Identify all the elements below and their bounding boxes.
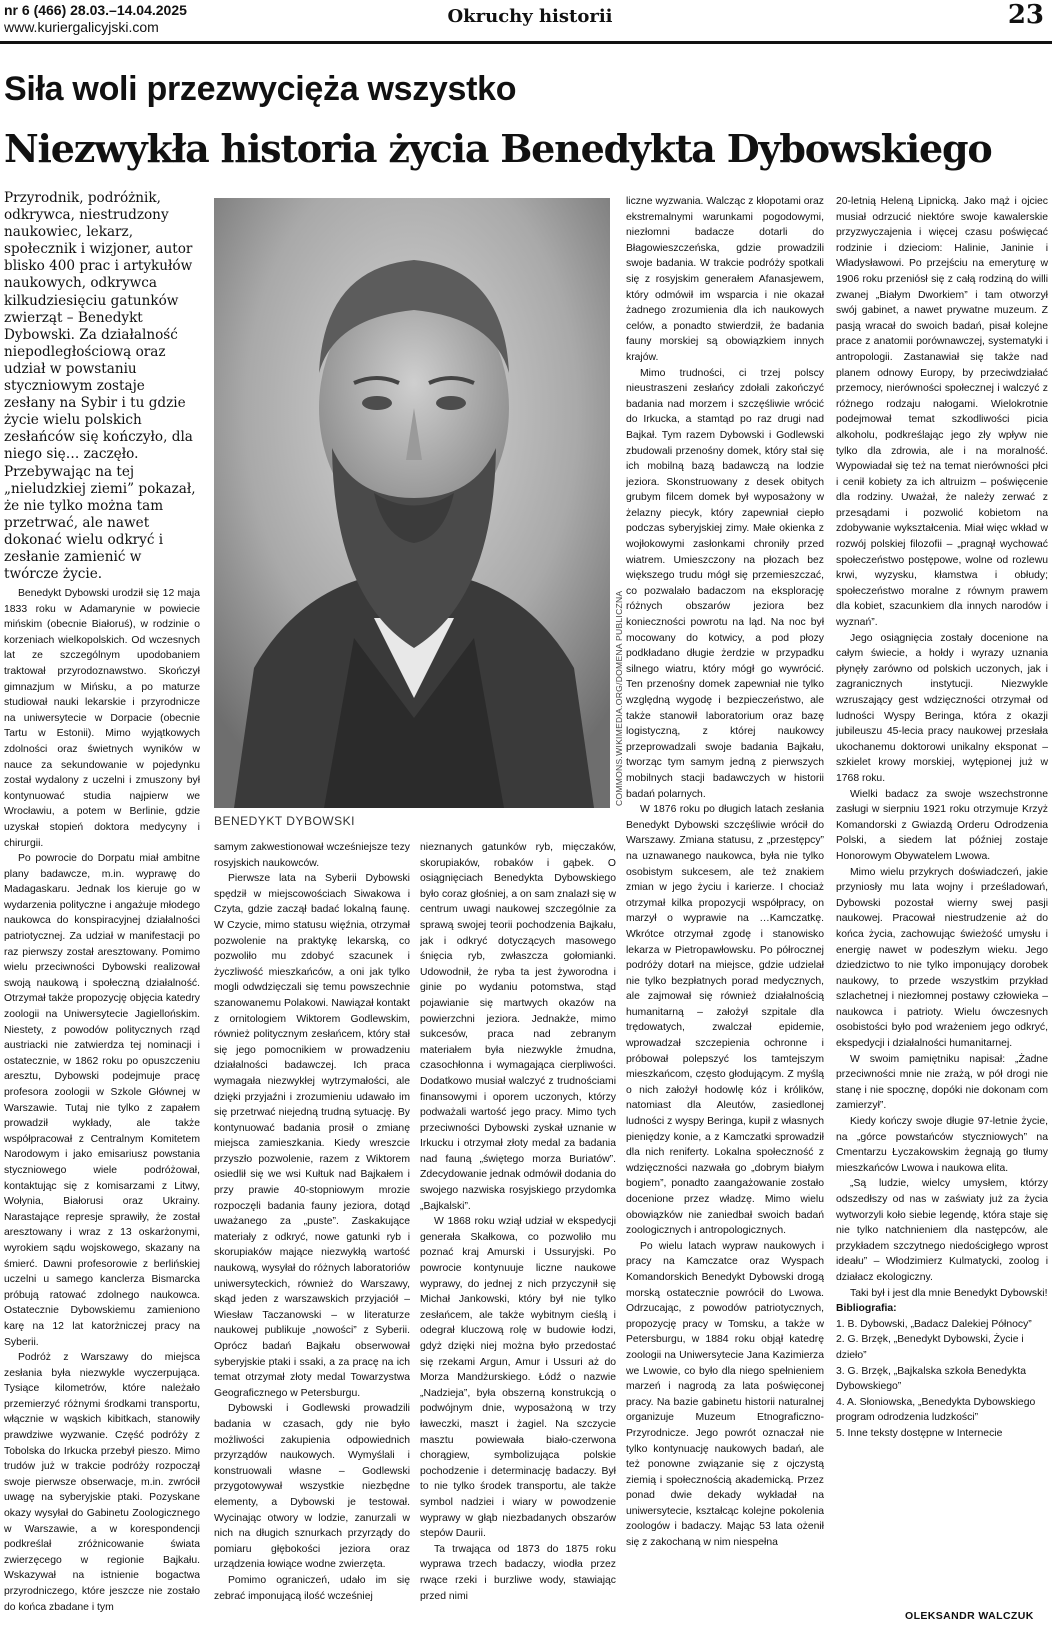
paragraph: W 1868 roku wziął udział w ekspedycji generała Skałkowa, co pozwoliło mu poznać kraj Amurski i Ussuryjski. Po powrocie kontynuuje liczne naukowe wyprawy, do jednej z nich przyczynił się Michał Jankowski, który był nie tylko zesłańcem, ale także wybitnym cieślą i odegrał kluczową rolę w budowie łodzi, gdyż dzięki niej można było przedostać się rzekami Argun, Amur i Ussuri aż do Morza Mandżurskiego. Łódź o nazwie „Nadzieja”, była obszerną konstrukcją o podwójnym dnie, wyposażoną w trzy ławeczki, maszt i żagiel. Na szczycie masztu powiewała biało-czerwona chorągiew, symbolizująca polskie pochodzenie i determinację badaczy. Był to nie tylko środek transportu, ale także symbol nadziei i wiary w powodzenie wyprawy w głąb niezbadanych obszarów stepów Daurii.	[420, 1216, 616, 1540]
paragraph: Pierwsze lata na Syberii Dybowski spędził w miejscowościach Siwakowa i Czyta, gdzie zaczął badać lokalną faunę. W Czycie, mimo statusu więźnia, otrzymał pozwolenie na praktykę lekarską, co pozwoliło mu zdobyć szacunek i życzliwość mieszkańców, a oni jak tylko mogli odwdzięczali się temu powszechnie szanowanemu Polakowi. Nawiązał kontakt z ornitologiem Wiktorem Godlewskim, również politycznym zesłańcem, który stał się jego pomocnikiem w prowadzeniu działalności badawczej. Ich praca wymagała niezwykłej wytrzymałości, ale dzięki przyjaźni i zrozumieniu udawało im się przetrwać niejedną trudną sytuację. By kontynuować badania prosił o zmianę miejsca zamieszkania. Kiedy wreszcie przyszło pozwolenie, razem z Wiktorem osiedlił się we wsi Kułtuk nad Bajkałem i przy prawie 40-stopniowym mrozie rozpoczęli badania fauny jeziora, dotąd uważanego za „puste”. Zaskakujące materiały z odkryć, nowe gatunki ryb i skorupiaków mające niezwykłą wartość naukową, wysyłał do różnych laboratoriów uniwersyteckich, również do Warszawy, skąd jeden z warszawskich przyjaciół – Wiesław Taczanowski – w literaturze naukowej publikuje „nowości” z Syberii. Oprócz badań Bajkału obserwował syberyjskie ptaki i ssaki, a za pracę na ich temat otrzymał złoty medal Towarzystwa Geograficznego w Petersburgu.	[214, 873, 410, 1399]
paragraph: „Są ludzie, wielcy umysłem, którzy odszedłszy od nas w zaświaty już za życia wytworzyli koło siebie legendę, która staje się nie tylko natchnieniem dla następców, ale przykładem szczytnego niedościgłego wprost ideału” – Włodzimierz Kulmatycki, zoolog i działacz ekologiczny.	[836, 1178, 1048, 1283]
paragraph: Po powrocie do Dorpatu miał ambitne plany badawcze, m.in. wyprawę do Madagaskaru. Jednak los kieruje go w wydarzenia polityczne i angażuje młodego naukowca do konspiracyjnej działalności patriotycznej. Za udział w manifestacji po raz pierwszy został aresztowany. Pomimo wielu przeciwności Dybowski realizował swoją naukową i społeczną działalność. Otrzymał także propozycję objęcia katedry zoologii na Uniwersytecie Jagiellońskim. Niestety, z powodów politycznych rząd austriacki nie zatwierdza tej nominacji i ostatecznie, w 1862 roku po opuszczeniu aresztu, Dybowski podejmuje pracę profesora zoologii w Szkole Głównej w Warszawie. Tutaj nie tylko z zapałem prowadził wykłady, ale także współpracował z Centralnym Komitetem Narodowym i jako emisariusz powstania styczniowego wiele podróżował, kontaktując się z komisarzami z Litwy, Wołynia, Białorusi oraz Ukrainy. Narastające represje sprawiły, że został aresztowany i wraz z 13 oskarżonymi, wyrokiem sądu wojskowego, skazany na śmierć. Dawni profesorowie z berlińskiej uczelni u samego kanclerza Bismarcka próbują ratować zdolnego naukowca. Ostatecznie Dybowskiemu zamieniono karę na 12 lat katorżniczej pracy na Syberii.	[4, 853, 200, 1348]
paragraph: nieznanych gatunków ryb, mięczaków, skorupiaków, robaków i gąbek. O osiągnięciach Benedykta Dybowskiego było coraz głośniej, a on sam znalazł się w centrum uwagi naukowej szczególnie za sprawą swojej teorii pochodzenia Bajkału, jak i odkryć dotyczących masowego śnięcia ryb, zwłaszcza gołomianki. Udowodnił, że ryba ta jest żyworodna i ginie po wydaniu potomstwa, stąd pojawianie się martwych okazów na powierzchni jeziora. Jednakże, mimo sukcesów, praca nad zebranym materiałem była niezwykle żmudna, czasochłonna i wymagająca cierpliwości. Dodatkowo musiał walczyć z trudnościami finansowymi i oporem uczonych, którzy podważali wartość jego pracy. Mimo tych przeciwności Dybowski zyskał uznanie w Irkucku i otrzymał złoty medal za badania nad fauną „świętego morza Buriatów”. Zdecydowanie jednak odmówił dodania do swojego nazwiska rosyjskiego przydomka „Bajkalski”.	[420, 842, 616, 1212]
bibliography-item: 3. G. Brzęk, „Bajkalska szkoła Benedykta Dybowskiego”	[836, 1365, 1026, 1393]
bibliography-item: 4. A. Słoniowska, „Benedykta Dybowskiego program odrodzenia ludzkości”	[836, 1396, 1036, 1424]
paragraph: samym zakwestionował wcześniejsze tezy rosyjskich naukowców.	[214, 842, 410, 869]
column-5	[836, 194, 1048, 1604]
article-kicker: Siła woli przezwycięża wszystko	[4, 70, 517, 108]
paragraph: W 1876 roku po długich latach zesłania Benedykt Dybowski szczęśliwie wrócił do Warszawy. Zmiana statusu, z „przestępcy” na uznawanego naukowca, była nie tylko osobistym sukcesem, ale też znakiem zmian w jego życiu i karierze. I chociaż otrzymał kilka propozycji współpracy, on marzył o wyprawie na …Kamczatkę. Wkrótce otrzymał zgodę i stanowisko lekarza w Pietropawłowsku. Po półrocznej podróży dotarł na miejsce, gdzie udzielał nie tylko bezpłatnych porad medycznych, ale zajmował się również działalnością humanitarną – założył szpitale dla trędowatych, zwalczał epidemie, wprowadzał szczepienia ochronne i próbował polepszyć los tamtejszym mieszkańcom, często głodującym. Z myślą o nich założył hodowlę kóz i królików, natomiast dla Aleutów, zasiedlonej ludności z wyspy Beringa, kupił z własnych pieniędzy konie, a z Kamczatki sprowadził dla nich reniferty. Lokalna społeczność z wdzięczności nazwała go „dobrym białym bogiem”, ponadto zaangażowanie zostało docenione przez władzę. Mimo wielu obowiązków nie zaniedbał swoich badań zoologicznych i antropologicznych.	[626, 804, 824, 1237]
issue-number: nr 6 (466) 28.03.–14.04.2025	[4, 2, 187, 18]
paragraph: Po wielu latach wypraw naukowych i pracy na Kamczatce oraz Wyspach Komandorskich Benedykt Dybowski drogą morską ostatecznie powrócił do Lwowa. Odrzucając, z powodów patriotycznych, propozycję pracy w Tomsku, a także w Petersburgu, w 1884 roku objął katedrę zoologii na Uniwersytecie Jana Kazimierza we Lwowie, co było dla niego spełnieniem marzeń i nagrodą za lata poświęconej pracy. Na bazie gabinetu historii naturalnej organizuje Muzeum Etnograficzno-Przyrodnicze. Jego powrót oznaczał nie tylko kontynuację naukowych badań, ale też ponowne związanie się z ojczystą ziemią i społecznością akademicką. Przez ponad dwie dekady wykładał na uniwersytecie, kształcąc kolejne pokolenia zoologów i badaczy. Mając 53 lata ożenił się z zakochaną w nim niespełna	[626, 1240, 824, 1549]
article-headline: Niezwykła historia życia Benedykta Dybowskiego	[4, 126, 992, 171]
photo-caption: BENEDYKT DYBOWSKI	[214, 814, 355, 828]
column-2	[214, 840, 410, 1630]
portrait-photo	[214, 198, 610, 808]
column-4	[626, 194, 824, 1630]
paragraph: Ta trwająca od 1873 do 1875 roku wyprawa trzech badaczy, wiodła przez rwące rzeki i burzliwe wody, stawiając przed nimi	[420, 1543, 616, 1602]
bibliography-title: Bibliografia:	[836, 1303, 897, 1315]
paragraph: Dybowski i Godlewski prowadzili badania w czasach, gdy nie było możliwości zakupienia odpowiednich przyrządów naukowych. Wymyślali i konstruowali własne – Godlewski przygotowywał wszystkie niezbędne elementy, a Dybowski je testował. Wycinając otwory w lodzie, zanurzali w nich na długich sznurkach przyrządy do pomiaru głębokości jeziora oraz urządzenia łowiące wodne zwierzęta.	[214, 1403, 410, 1571]
bibliography-item: 2. G. Brzęk, „Benedykt Dybowski, Życie i dzieło”	[836, 1334, 1024, 1361]
column-3	[420, 840, 616, 1630]
page-number: 23	[1007, 0, 1044, 30]
header-rule	[0, 41, 1052, 44]
paragraph: Podróż z Warszawy do miejsca zesłania była niezwykle wyczerpująca. Tysiące kilometrów, które należało przemierzyć różnymi środkami transportu, włącznie w wąskich kibitkach, stanowiły prawdziwe wyzwanie. Część podróży z Tobolska do Irkucka przebył pieszo. Mimo trudów już w trakcie podróży rozpoczął swoje pierwsze obserwacje, m.in. zwrócił uwagę na syberyjskie ptaki. Pozyskane okazy wysyłał do Gabinetu Zoologicznego w Warszawie, a w korespondencji podkreślał zróżnicowanie świata zwierzęcego w regionie Bajkału. Wskazywał na istnienie bogactwa przyrodniczego, które jeszcze nie zostało do końca zbadane i tym	[4, 1352, 200, 1613]
paragraph: Jego osiągnięcia zostały docenione na całym świecie, a hołdy i wyrazy uznania płynęły zarówno od polskich uczonych, jak i zagranicznych instytucji. Niezwykle wzruszający gest wdzięczności otrzymał od ludności Wyspy Beringa, która z okazji jubileuszu 45-lecia pracy naukowej przesłała ukochanemu doktorowi unikalny eksponat – szkielet krowy morskiej, wytępionej już w 1768 roku.	[836, 632, 1048, 784]
page-header	[0, 0, 1052, 46]
portrait-illustration	[214, 198, 610, 808]
article-lead: Przyrodnik, podróżnik, odkrywca, niestrudzony naukowiec, lekarz, społecznik i wizjoner, autor blisko 400 prac i artykułów naukowych, odkrywca kilkudziesięciu gatunków zwierząt – Benedykt Dybowski. Za działalność niepodległościową oraz udział w powstaniu styczniowym zostaje zesłany na Sybir i tu gdzie życie wielu polskich zesłańców się kończyło, dla niego się… zaczęło. Przebywając na tej „nieludzkiej ziemi” pokazał, że nie tylko można tam przetrwać, ale nawet dokonać wielu odkryć i zesłanie zamienić w twórcze życie.	[4, 190, 196, 583]
photo-credit: COMMONS.WIKIMEDIA.ORG/DOMENA PUBLICZNA	[614, 590, 624, 806]
paragraph: Benedykt Dybowski urodził się 12 maja 1833 roku w Adamarynie w powiecie mińskim (obecnie Białoruś), w rodzinie o korzeniach wielkopolskich. Od wczesnych lat ze szczególnym upodobaniem traktował przyrodoznawstwo. Skończył gimnazjum w Mińsku, a po maturze studiował nauki lekarskie i przyrodnicze na uniwersytecie w Dorpacie (obecnie Tartu w Estonii). Mimo wyjątkowych zdolności oraz świetnych wyników w nauce za sekundowanie w pojedynku został wydalony z uczelni i zmuszony był kontynuować studia najpierw we Wrocławiu, a potem w Berlinie, gdzie uzyskał stopień doktora medycyny i chirurgii.	[4, 588, 200, 849]
website-link[interactable]: www.kuriergalicyjski.com	[4, 19, 159, 35]
bibliography-item: 1. B. Dybowski, „Badacz Dalekiej Północy”	[836, 1318, 1032, 1330]
article-author: OLEKSANDR WALCZUK	[905, 1610, 1034, 1622]
paragraph: Pomimo ograniczeń, udało im się zebrać imponującą ilość wcześniej	[214, 1574, 410, 1602]
paragraph: Mimo trudności, ci trzej polscy nieustraszeni zesłańcy zdołali zakończyć badania nad morzem i szczęśliwie wrócić do Irkucka, a stamtąd po raz drugi nad Bajkał. Tym razem Dybowski i Godlewski zbudowali przenośny domek, który stał się ich mobilną bazą badawczą na lodzie jeziora. Skonstruowany z desek obitych grubym filcem domek był wyposażony w żelazny piecyk, który zapewniał ciepło podczas syberyjskiej zimy. Małe okienka z wojłokowymi zasłonkami chroniły przed wiatrem. Umieszczony na płozach bez większego trudu mógł się przemieszczać, co pozwalało badaczom na eksplorację różnych obszarów jeziora bez konieczności powrotu na ląd. Na noc był mocowany do kotwicy, a pod płozy podkładano długie żerdzie w przypadku silnego wiatru, który mógł go wywrócić. Ten przenośny domek zapewniał nie tylko względną wygodę i bezpieczeństwo, ale także stanowił laboratorium oraz bazę logistyczną, z której naukowcy przeprowadzali swoje badania Bajkału, tworząc tym samym jedną z pierwszych mobilnych stacji badawczych w historii badań polarnych.	[626, 367, 824, 800]
paragraph: Mimo wielu przykrych doświadczeń, jakie przyniosły mu lata wojny i prześladowań, Dybowski pozostał wierny swej pasji naukowej. Pracował niestrudzenie aż do końca życia, zachowując świeżość umysłu i energię nawet w podeszłym wieku. Jego dziedzictwo to nie tylko imponujący dorobek naukowy, to przede wszystkim przykład szlachetnej i niezłomnej postawy człowieka – naukowca i patrioty. Wielu ówczesnych osobistości było pod wrażeniem jego odkryć, ekspedycji i działalności humanitarnej.	[836, 866, 1048, 1050]
paragraph: Taki był i jest dla mnie Benedykt Dybowski!	[850, 1287, 1048, 1299]
bibliography-item: 5. Inne teksty dostępne w Internecie	[836, 1427, 1003, 1439]
paragraph: 20-letnią Heleną Lipnicką. Jako mąż i ojciec musiał odrzucić niektóre swoje kawalerskie przyzwyczajenia i więcej czasu poświęcać rodzinie i dzieciom: Halinie, Janinie i Władysławowi. Po przejściu na emeryturę w 1906 roku przeniósł się z całą rodziną do willi zwanej „Białym Dworkiem” i tam otworzył swój gabinet, a nawet prywatne muzeum. Z pasją wracał do swoich badań, pisał kolejne prace z anatomii porównawczej, systematyki i antropologii. Zastanawiał się także nad planem odnowy Europy, by przeciwdziałać przemocy, nierówności społecznej i walczyć z różnego rodzaju nałogami. Wielokrotnie podejmował temat szkodliwości picia alkoholu, podkreślając jego zły wpływ nie tylko dla zdrowia, ale i na moralność. Wypowiadał się też na temat nierówności płci i cenił kobiety za ich altruizm – poświęcenie dla rodziny. Uważał, że należy zerwać z przesądami i pozwolić kobietom na zdobywanie wykształcenia. Miał więc wkład w rozwój polskiej filozofii – „pragnął wychować społeczeństwo postępowe, wolne od rozlewu krwi, wyzysku, kłamstwa i obłudy; społeczeństwo moralne z równym prawem dla kobiet, szacunkiem dla innych narodów i wyznań”.	[836, 196, 1048, 629]
paragraph: Wielki badacz za swoje wszechstronne zasługi w sierpniu 1921 roku otrzymuje Krzyż Komandorski z Gwiazdą Orderu Odrodzenia Polski, a siedem lat później zostaje Honorowym Obywatelem Lwowa.	[836, 788, 1048, 862]
paragraph: W swoim pamiętniku napisał: „Żadne przeciwności mnie nie zrażą, w pół drogi nie stanę i nie spocznę, dopóki nie dokonam com zamierzył”.	[836, 1053, 1048, 1112]
column-1	[4, 586, 200, 1631]
paragraph: liczne wyzwania. Walcząc z kłopotami oraz ekstremalnymi warunkami pogodowymi, niezłomni badacze dotarli do Błagowieszczeńska, gdzie prowadzili swoje badania. W trakcie podróży spotkali się z rosyjskim generałem Afanasjewem, który odmówił im wsparcia i nie okazał żadnego zrozumienia dla ich naukowych celów, a ponadto stwierdził, że badania fauny morskiej są obowiązkiem innych krajów.	[626, 196, 824, 363]
section-title: Okruchy historii	[447, 6, 613, 27]
paragraph: Kiedy kończy swoje długie 97-letnie życie, na „górce powstańców styczniowych” na Cmentarzu Łyczakowskim żegnają go tłumy mieszkańców Lwowa i naukowa elita.	[836, 1116, 1048, 1174]
